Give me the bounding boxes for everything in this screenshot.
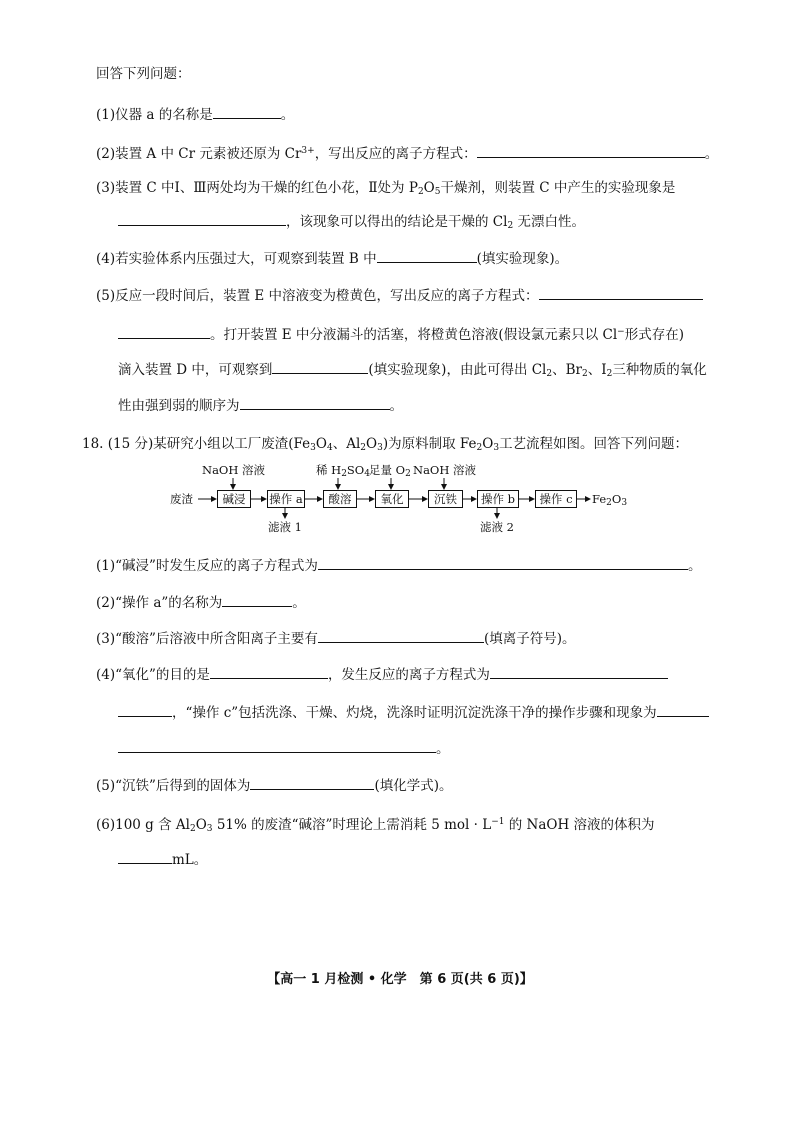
q18-part1: (1)“碱浸”时发生反应的离子方程式为 。 (96, 555, 701, 576)
box-acid-dissolve: 酸溶 (323, 490, 357, 508)
q18-part2: (2)“操作 a”的名称为 。 (96, 592, 306, 613)
reagent-naoh2-label: NaOH 溶液 (413, 463, 477, 477)
q18-part3: (3)“酸溶”后溶液中所含阳离子主要有 (填离子符号)。 (96, 628, 575, 649)
box-oxidation: 氧化 (375, 490, 409, 508)
reagent-o2-label: 足量 $O_2$ (369, 463, 411, 479)
answer-blank[interactable] (118, 738, 436, 753)
answer-blank[interactable] (490, 664, 668, 679)
q17-part5-line4: 性由强到弱的顺序为 。 (118, 395, 403, 416)
answer-blank[interactable] (213, 104, 281, 119)
answer-blank[interactable] (477, 143, 705, 158)
reagent-naoh-label: NaOH 溶液 (202, 463, 266, 477)
reagent-h2so4-label: 稀 $H_2SO_4$ (316, 463, 370, 479)
page-footer: 【高一 1 月检测 • 化学 第 6 页(共 6 页)】 (267, 972, 533, 987)
answer-blank[interactable] (222, 592, 292, 607)
q17-part2: (2)装置 A 中 Cr 元素被还原为 $Cr^{3+}$，写出反应的离子方程式： 。 (96, 141, 718, 164)
flow-start-label: 废渣 (170, 492, 193, 506)
filtrate1-label: 滤液 1 (268, 520, 302, 534)
q18-part4-line3: 。 (118, 738, 450, 759)
answer-blank[interactable] (118, 702, 172, 717)
box-operation-b: 操作 b (477, 490, 519, 508)
q18-part5: (5)“沉铁”后得到的固体为 (填化学式)。 (96, 775, 452, 796)
q17-part5-line1: (5)反应一段时间后，装置 E 中溶液变为橙黄色，写出反应的离子方程式： (96, 285, 703, 306)
q18-part4-line1: (4)“氧化”的目的是 ，发生反应的离子方程式为 (96, 664, 668, 685)
q17-part5-line3: 滴入装置 D 中，可观察到 (填实验现象)，由此可得出 $Cl_2$、$Br_2$、$I_2$三种物质的氧化 (118, 359, 707, 384)
answer-blank[interactable] (118, 211, 286, 226)
answer-blank[interactable] (539, 285, 703, 300)
answer-blank[interactable] (318, 555, 688, 570)
box-operation-c: 操作 c (535, 490, 577, 508)
q18-part6-line2: mL。 (118, 849, 207, 870)
process-flow-diagram (170, 458, 640, 538)
q18-title: 18. (15 分)某研究小组以工厂废渣($Fe_3O_4$、$Al_2O_3$)为原料制取 $Fe_2O_3$工艺流程如图。回答下列问题： (82, 436, 689, 453)
answer-blank[interactable] (377, 248, 477, 263)
box-alkali-leach: 碱浸 (217, 490, 251, 508)
box-iron-precipitation: 沉铁 (428, 490, 463, 508)
answer-blank[interactable] (318, 628, 484, 643)
box-operation-a: 操作 a (267, 490, 305, 508)
answer-blank[interactable] (118, 849, 172, 864)
answer-blank[interactable] (272, 359, 368, 374)
filtrate2-label: 滤液 2 (480, 520, 514, 534)
q17-part3-line2: ，该现象可以得出的结论是干燥的 $Cl_2$ 无漂白性。 (118, 211, 585, 236)
q18-part4-line2: ，“操作 c”包括洗涤、干燥、灼烧，洗涤时证明沉淀洗涤干净的操作步骤和现象为 (118, 702, 709, 723)
answer-blank[interactable] (240, 395, 390, 410)
q17-part4: (4)若实验体系内压强过大，可观察到装置 B 中 (填实验现象)。 (96, 248, 568, 269)
flow-product-label: $Fe_2O_3$ (592, 492, 628, 508)
q17-part5-line2: 。打开装置 E 中分液漏斗的活塞，将橙黄色溶液(假设氯元素只以 Cl−形式存在) (118, 322, 684, 345)
answer-blank[interactable] (657, 702, 709, 717)
answer-blank[interactable] (210, 664, 328, 679)
q17-part3-line1: (3)装置 C 中Ⅰ、Ⅲ两处均为干燥的红色小花，Ⅱ处为 $P_2O_5$干燥剂，则装置 C 中产生的实验现象是 (96, 180, 676, 197)
answer-blank[interactable] (118, 324, 210, 339)
intro-text: 回答下列问题： (96, 66, 191, 82)
q18-part6-line1: (6)100 g 含 $Al_2O_3$ 51% 的废渣“碱溶”时理论上需消耗 5 mol · $L^{-1}$ 的 NaOH 溶液的体积为 (96, 817, 655, 834)
q17-part1: (1)仪器 a 的名称是 。 (96, 104, 294, 125)
answer-blank[interactable] (250, 775, 374, 790)
